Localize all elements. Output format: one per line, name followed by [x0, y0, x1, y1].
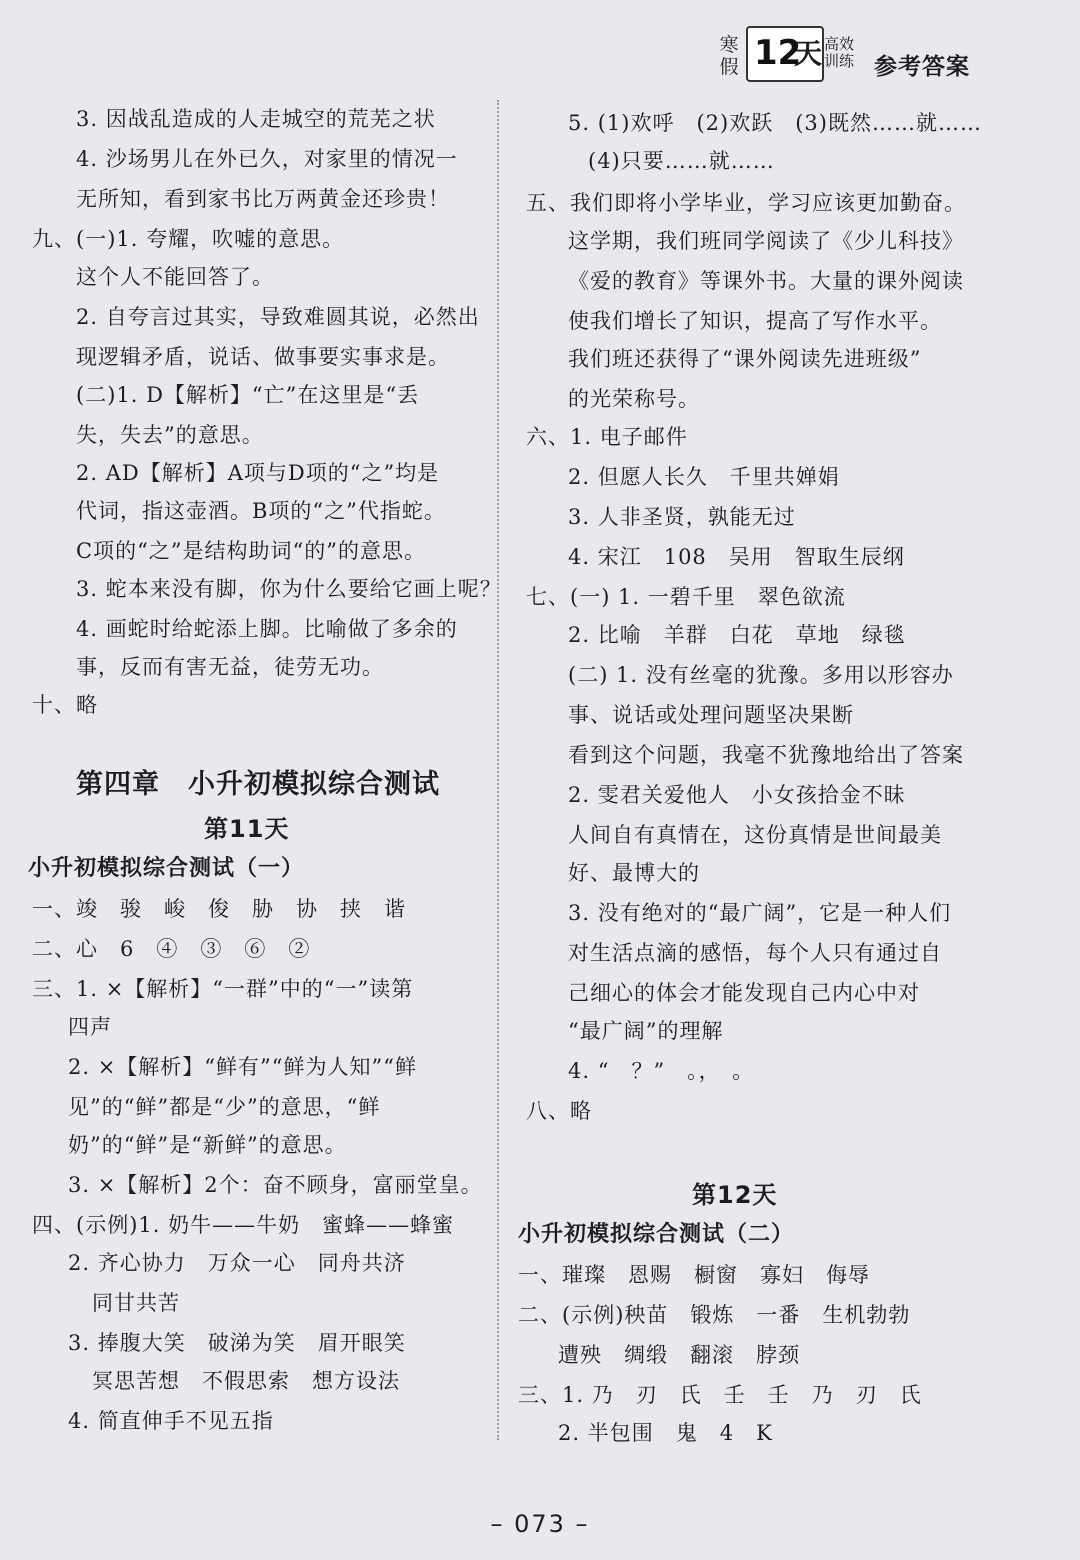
section-heading: 小升初模拟综合测试（一） [28, 856, 305, 881]
section-heading: 小升初模拟综合测试（二） [518, 1222, 795, 1247]
day-heading: 第11天 [204, 815, 290, 843]
answer-line: 失，失去”的意思。 [76, 423, 264, 447]
answer-line: 3. ×【解析】2个：奋不顾身，富丽堂皇。 [68, 1173, 483, 1197]
header-badge [746, 26, 824, 82]
answer-line: 4. “ ？” 。， 。 [568, 1059, 755, 1083]
answer-line: 代词，指这壶酒。B项的“之”代指蛇。 [76, 499, 446, 523]
answer-line: 这个人不能回答了。 [76, 265, 274, 289]
answer-line: 事、说话或处理问题坚决果断 [568, 703, 854, 727]
answer-line: 4. 沙场男儿在外已久，对家里的情况一 [76, 147, 458, 171]
answer-line: 对生活点滴的感悟，每个人只有通过自 [568, 941, 942, 965]
header-winter-vacation: 寒假 [719, 34, 739, 78]
badge-number: 12 [754, 33, 802, 73]
answer-line: 的光荣称号。 [568, 387, 700, 411]
answer-line: 事，反而有害无益，徒劳无功。 [76, 655, 384, 679]
answer-line: (二) 1. 没有丝毫的犹豫。多用以形容办 [568, 663, 954, 687]
answer-line: 遭殃 绸缎 翻滚 脖颈 [558, 1343, 800, 1367]
page-number: – 073 – [490, 1510, 590, 1538]
answer-line: 看到这个问题，我毫不犹豫地给出了答案 [568, 743, 964, 767]
answer-line: (4)只要……就…… [588, 149, 775, 173]
header-efficient-training: 高效训练 [824, 35, 855, 70]
answer-line: 二、(示例)秧苗 锻炼 一番 生机勃勃 [518, 1303, 911, 1327]
answer-line: 4. 画蛇时给蛇添上脚。比喻做了多余的 [76, 617, 458, 641]
answer-line: 3. 没有绝对的“最广阔”，它是一种人们 [568, 901, 952, 925]
answer-line: 七、(一) 1. 一碧千里 翠色欲流 [526, 585, 846, 609]
answer-line: 四声 [68, 1015, 112, 1039]
answer-line: 奶”的“鲜”是“新鲜”的意思。 [68, 1133, 347, 1157]
answer-line: 见”的“鲜”都是“少”的意思，“鲜 [68, 1095, 381, 1119]
answer-line: 八、略 [526, 1099, 592, 1123]
answer-line: 这学期，我们班同学阅读了《少儿科技》 [568, 229, 964, 253]
answer-line: C项的“之”是结构助词“的”的意思。 [76, 539, 427, 563]
answer-line: 2. 齐心协力 万众一心 同舟共济 [68, 1251, 406, 1275]
answer-line: 4. 宋江 108 吴用 智取生辰纲 [568, 545, 905, 569]
answer-line: 5. (1)欢呼 (2)欢跃 (3)既然……就…… [568, 111, 982, 135]
answer-line: 好、最博大的 [568, 861, 700, 885]
answer-line: 使我们增长了知识，提高了写作水平。 [568, 309, 942, 333]
answer-line: 3. 人非圣贤，孰能无过 [568, 505, 796, 529]
answer-line: 2. 但愿人长久 千里共婵娟 [568, 465, 840, 489]
answer-line: 冥思苦想 不假思索 想方设法 [92, 1369, 400, 1393]
answer-line: 3. 蛇本来没有脚，你为什么要给它画上呢？ [76, 577, 502, 601]
answer-line: (二)1. D【解析】“亡”在这里是“丢 [76, 383, 420, 407]
answer-line: 人间自有真情在，这份真情是世间最美 [568, 823, 942, 847]
answer-line: 二、心 6 ④ ③ ⑥ ② [32, 937, 311, 961]
answer-line: 2. 自夸言过其实，导致难圆其说，必然出 [76, 305, 480, 329]
answer-line: 五、我们即将小学毕业，学习应该更加勤奋。 [526, 191, 966, 215]
answer-line: 一、璀璨 恩赐 橱窗 寡妇 侮辱 [518, 1263, 870, 1287]
answer-line: 3. 捧腹大笑 破涕为笑 眉开眼笑 [68, 1331, 406, 1355]
answer-line: 四、(示例)1. 奶牛——牛奶 蜜蜂——蜂蜜 [32, 1213, 455, 1237]
answer-line: 十、略 [32, 693, 98, 717]
answer-line: “最广阔”的理解 [568, 1019, 724, 1043]
answer-line: 六、1. 电子邮件 [526, 425, 688, 449]
answer-line: 4. 简直伸手不见五指 [68, 1409, 274, 1433]
column-divider [497, 100, 499, 1440]
header-title: 参考答案 [874, 53, 970, 80]
badge-day: 天 [794, 37, 823, 70]
answer-line: 一、竣 骏 峻 俊 胁 协 挟 谐 [32, 897, 406, 921]
answer-line: 2. 比喻 羊群 白花 草地 绿毯 [568, 623, 906, 647]
chapter-title: 第四章 小升初模拟综合测试 [76, 769, 440, 800]
answer-line: 2. AD【解析】A项与D项的“之”均是 [76, 461, 440, 485]
answer-line: 我们班还获得了“课外阅读先进班级” [568, 347, 922, 371]
answer-line: 2. 雯君关爱他人 小女孩拾金不昧 [568, 783, 906, 807]
answer-line: 三、1. ×【解析】“一群”中的“一”读第 [32, 977, 414, 1001]
answer-line: 同甘共苦 [92, 1291, 180, 1315]
answer-line: 己细心的体会才能发现自己内心中对 [568, 981, 920, 1005]
answer-line: 现逻辑矛盾，说话、做事要实事求是。 [76, 345, 450, 369]
answer-line: 2. ×【解析】“鲜有”“鲜为人知”“鲜 [68, 1055, 417, 1079]
answer-line: 无所知，看到家书比万两黄金还珍贵！ [76, 187, 450, 211]
answer-line: 3. 因战乱造成的人走城空的荒芜之状 [76, 107, 436, 131]
answer-line: 九、(一)1. 夸耀，吹嘘的意思。 [32, 227, 345, 251]
day-heading: 第12天 [692, 1181, 778, 1209]
answer-line: 三、1. 乃 刃 氏 壬 壬 乃 刃 氏 [518, 1383, 922, 1407]
answer-line: 2. 半包围 鬼 4 K [558, 1421, 773, 1445]
answer-line: 《爱的教育》等课外书。大量的课外阅读 [568, 269, 964, 293]
page-header [718, 22, 1058, 84]
